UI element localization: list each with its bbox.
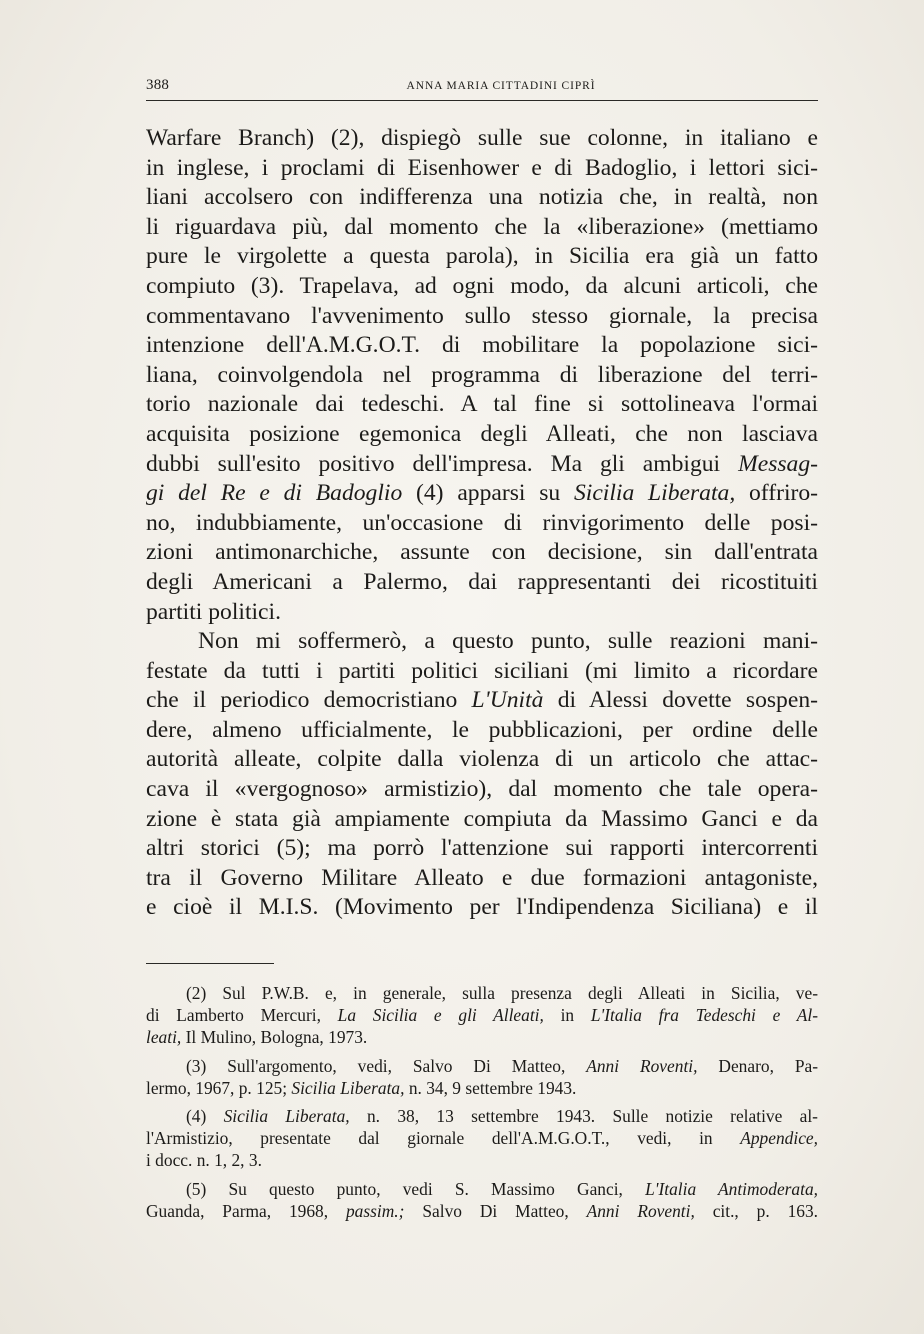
italic-title: Appendice, <box>740 1128 818 1149</box>
text-line: no, indubbiamente, un'occasione di rinvigorimento delle posi- <box>146 509 818 536</box>
text-segment: di Alessi dovette sospen- <box>557 687 818 714</box>
italic-title: Sicilia Liberata, <box>291 1077 405 1098</box>
running-title: ANNA MARIA CITTADINI CIPRÌ <box>406 80 596 92</box>
text-line: in inglese, i proclami di Eisenhower e di Badoglio, i lettori sici- <box>146 154 818 181</box>
text-line: liani accolsero con indifferenza una notizia che, in realtà, non <box>146 184 818 211</box>
text-segment: (4) apparsi su <box>416 480 561 507</box>
text-line: autorità alleate, colpite dalla violenza di un articolo che attac- <box>146 746 818 773</box>
italic-title: Sicilia Liberata, <box>573 480 736 507</box>
text-line: commentavano l'avvenimento sullo stesso giornale, la precisa <box>146 302 818 329</box>
footnote-line: (2) Sul P.W.B. e, in generale, sulla presenza degli Alleati in Sicilia, ve- <box>186 983 818 1003</box>
text-line: partiti politici. <box>146 598 281 625</box>
footnote-line <box>146 1055 818 1077</box>
text-line: altri storici (5); ma porrò l'attenzione sui rapporti intercorrenti <box>146 835 818 862</box>
italic-title: Messag- <box>738 450 819 477</box>
italic-title: Sicilia Liberata, <box>223 1105 350 1126</box>
text-line: pure le virgolette a questa parola), in Sicilia era già un fatto <box>146 243 818 270</box>
text-line: torio nazionale dai tedeschi. A tal fine si sottolineava l'ormai <box>146 391 818 418</box>
text-segment: Guanda, Parma, 1968, <box>146 1200 329 1221</box>
footnote-line <box>146 1004 818 1026</box>
footnotes <box>146 982 818 1222</box>
text-segment: l'Armistizio, presentate dal giornale dell'A.M.G.O.T., vedi, in <box>146 1128 713 1149</box>
text-line <box>146 479 818 509</box>
text-segment: cit., p. 163. <box>712 1200 818 1221</box>
text-segment: in <box>560 1005 575 1026</box>
text-line: liana, coinvolgendola nel programma di liberazione del terri- <box>146 361 818 388</box>
text-line: zioni antimonarchiche, assunte con decisione, sin dall'entrata <box>146 539 818 566</box>
text-line: intenzione dell'A.M.G.O.T. di mobilitare la popolazione sici- <box>146 332 818 359</box>
text-line: Warfare Branch) (2), dispiegò sulle sue colonne, in italiano e <box>146 125 818 151</box>
text-segment: (3) Sull'argomento, vedi, Salvo Di Matteo, <box>186 1055 566 1076</box>
text-segment: (5) Su questo punto, vedi S. Massimo Ganci, <box>186 1178 623 1199</box>
italic-title: Anni Roventi, <box>586 1200 695 1221</box>
footnote-line <box>146 1200 818 1222</box>
running-header <box>146 74 818 101</box>
text-line: dere, almeno ufficialmente, le pubblicazioni, per ordine delle <box>146 716 818 743</box>
main-text <box>146 124 818 923</box>
footnote-line <box>146 1026 818 1048</box>
text-line: degli Americani a Palermo, dai rappresentanti dei ricostituiti <box>146 568 818 595</box>
text-segment: n. 38, 13 settembre 1943. Sulle notizie relative al- <box>366 1105 818 1126</box>
italic-title: gi del Re e di Badoglio <box>146 480 403 507</box>
text-segment: (4) <box>186 1105 207 1126</box>
footnote-line <box>146 1127 818 1149</box>
footnote-line: i docc. n. 1, 2, 3. <box>146 1150 262 1171</box>
text-line: zione è stata già ampiamente compiuta da Massimo Ganci e da <box>146 805 818 832</box>
text-line: e cioè il M.I.S. (Movimento per l'Indipendenza Siciliana) e il <box>146 894 818 921</box>
footnote-line <box>146 1077 818 1099</box>
text-line: Non mi soffermerò, a questo punto, sulle reazioni mani- <box>198 628 818 655</box>
text-line: acquisita posizione egemonica degli Alleati, che non lasciava <box>146 420 818 447</box>
italic-title: leati, <box>146 1027 182 1048</box>
italic-title: Anni Roventi, <box>586 1055 698 1076</box>
text-line <box>146 450 818 480</box>
text-line: li riguardava più, dal momento che la «liberazione» (mettiamo <box>146 213 818 240</box>
text-segment: Denaro, Pa- <box>718 1055 819 1076</box>
text-segment: Il Mulino, Bologna, 1973. <box>185 1027 368 1048</box>
italic-title: La Sicilia e gli Alleati, <box>337 1005 544 1026</box>
footnote-separator <box>146 963 274 964</box>
text-line: festate da tutti i partiti politici siciliani (mi limito a ricordare <box>146 657 818 684</box>
footnote-line <box>146 1105 818 1127</box>
text-segment: offriro- <box>749 480 819 507</box>
text-segment: Salvo Di Matteo, <box>422 1200 569 1221</box>
text-segment: dubbi sull'esito positivo dell'impresa. Ma gli ambigui <box>146 450 721 477</box>
footnote-line <box>146 1178 818 1200</box>
italic-title: passim.; <box>345 1200 405 1221</box>
text-line: tra il Governo Militare Alleato e due formazioni antagoniste, <box>146 864 818 891</box>
text-segment: di Lamberto Mercuri, <box>146 1005 321 1026</box>
italic-title: L'Italia fra Tedeschi e Al- <box>590 1005 818 1026</box>
italic-title: L'Italia Antimoderata, <box>645 1178 819 1199</box>
text-segment: n. 34, 9 settembre 1943. <box>408 1077 577 1098</box>
text-line: compiuto (3). Trapelava, ad ogni modo, da alcuni articoli, che <box>146 272 818 299</box>
text-segment: che il periodico democristiano <box>146 687 458 714</box>
page-number: 388 <box>146 77 170 93</box>
text-line: cava il «vergognoso» armistizio), dal momento che tale opera- <box>146 776 818 803</box>
italic-title: L'Unità <box>471 687 544 714</box>
text-segment: lermo, 1967, p. 125; <box>146 1077 288 1098</box>
text-line <box>146 686 818 716</box>
